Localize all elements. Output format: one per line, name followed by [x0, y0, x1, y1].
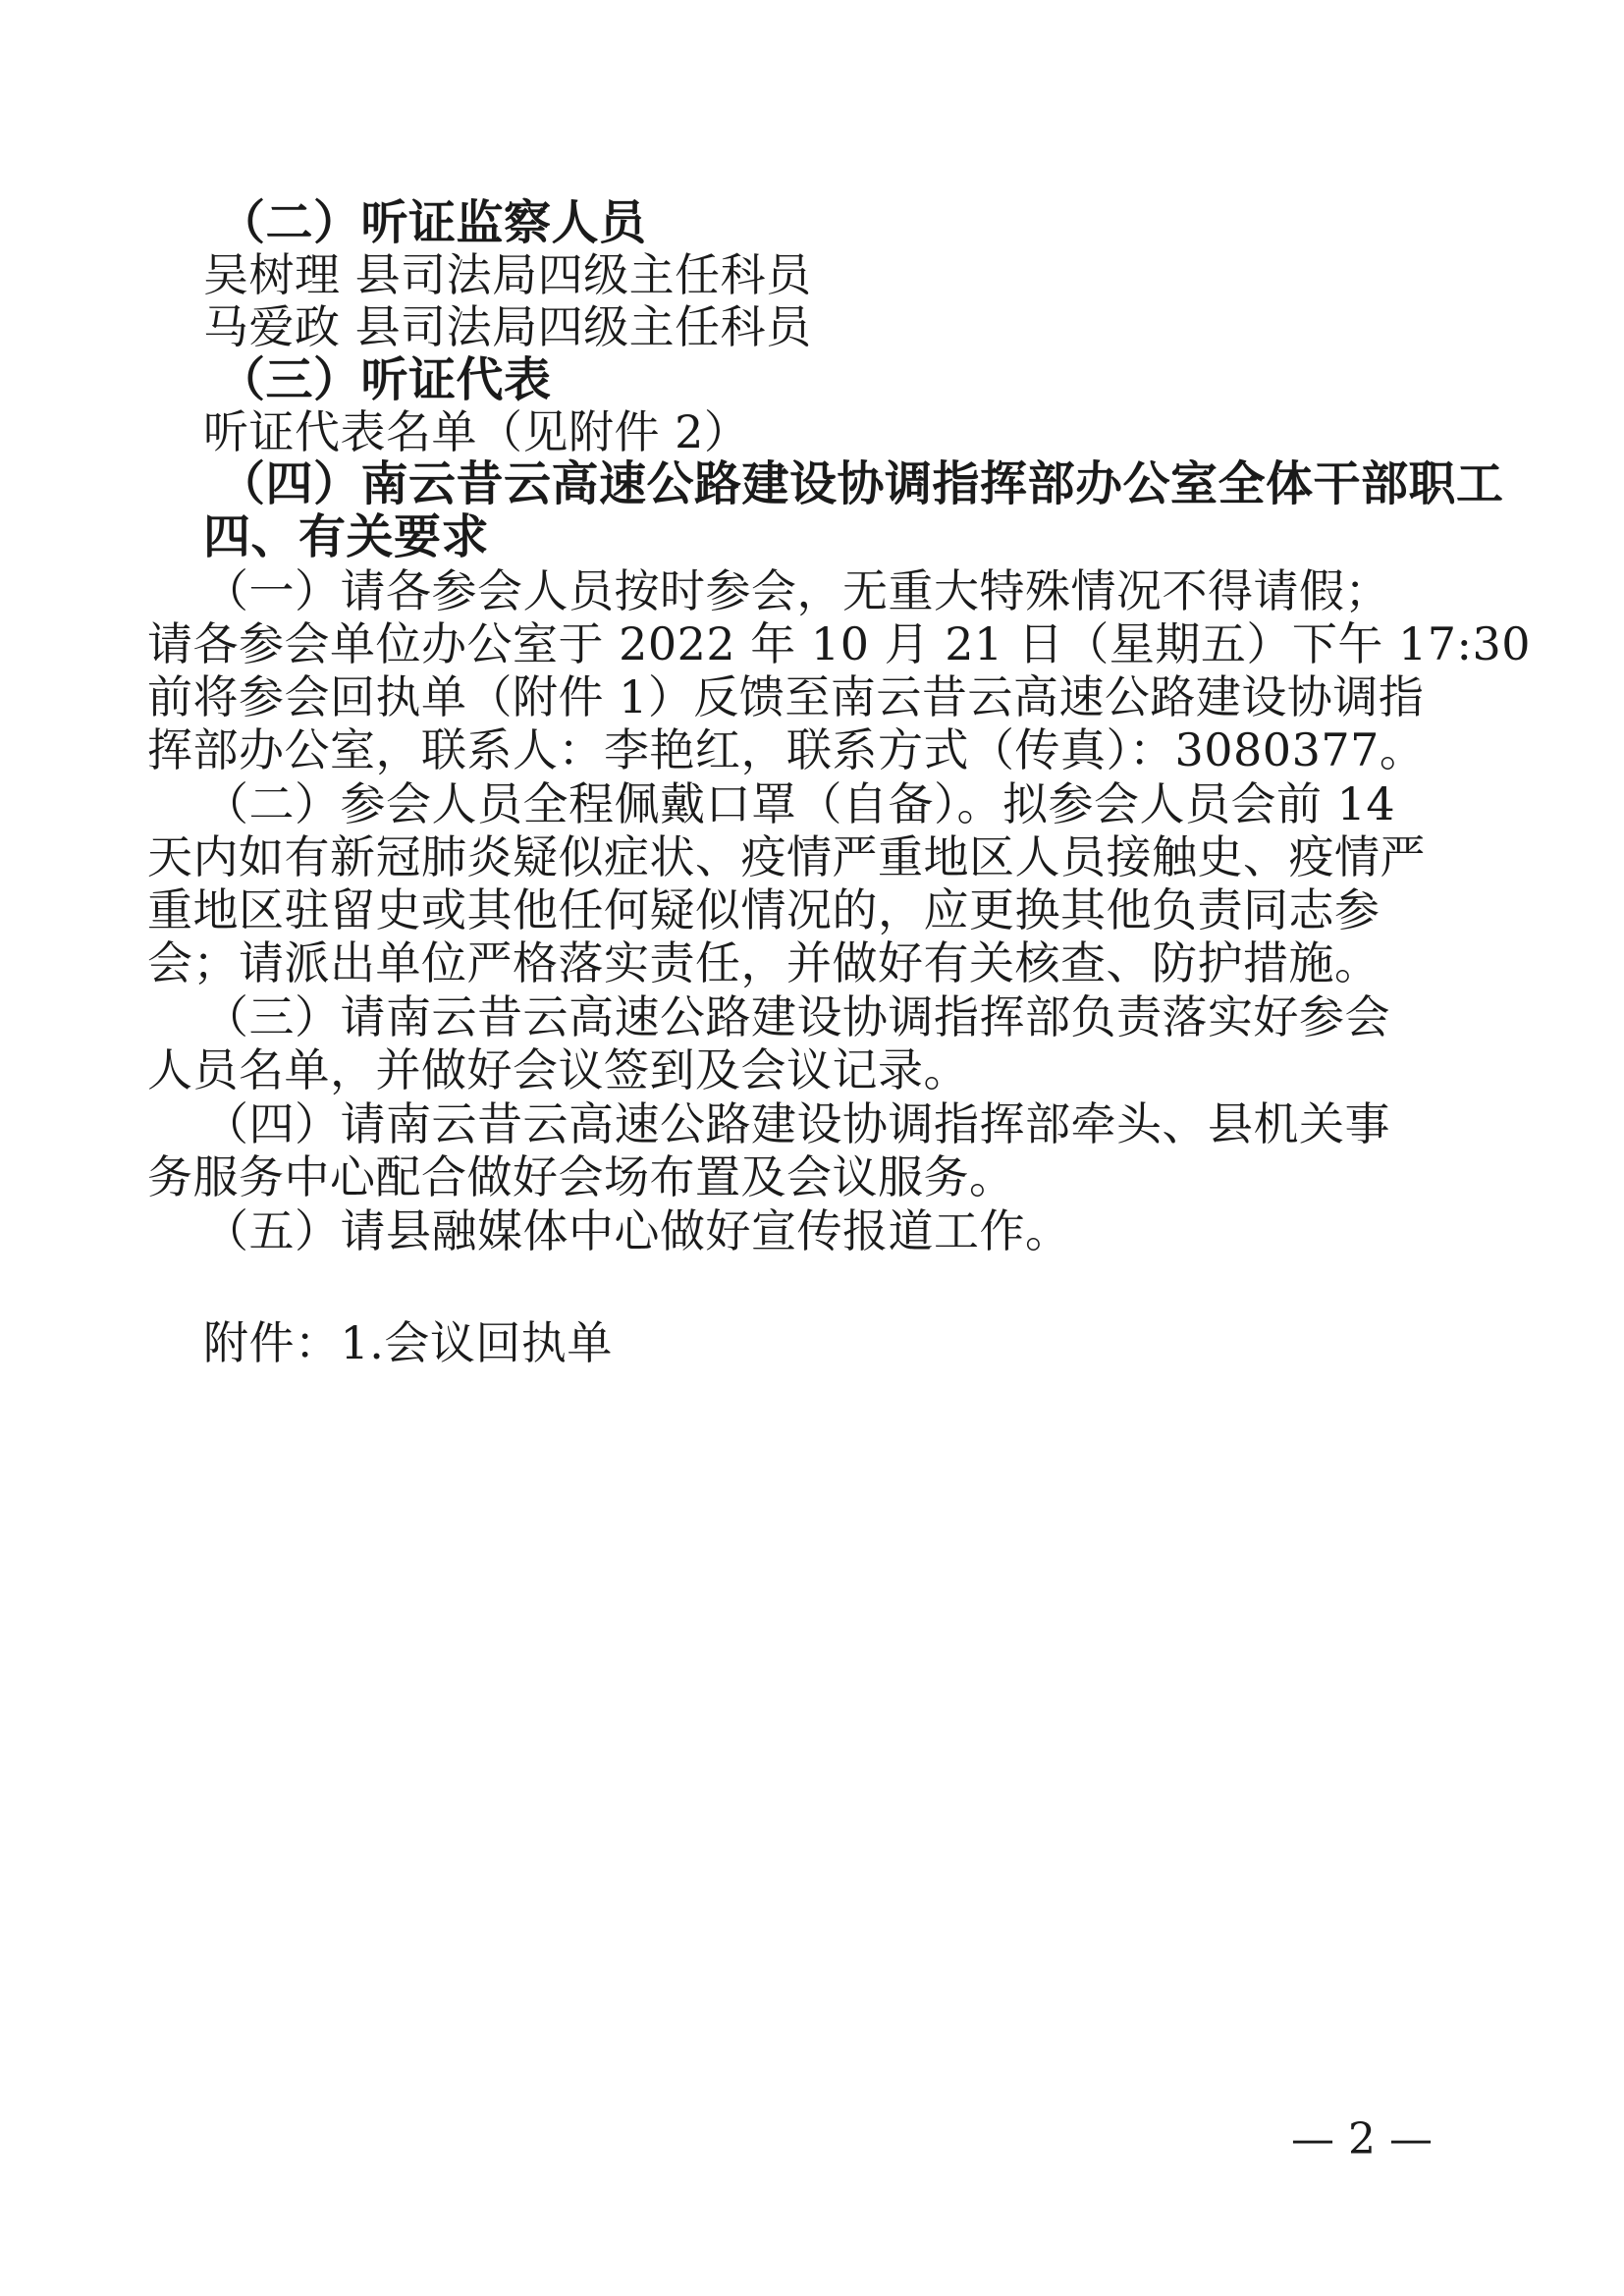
requirement-line: （三）请南云昔云高速公路建设协调指挥部负责落实好参会	[203, 990, 1390, 1043]
subsection-title-supervisors: （二）听证监察人员	[218, 195, 647, 250]
requirement-line: 务服务中心配合做好会场布置及会议服务。	[147, 1150, 1015, 1203]
requirement-line: （二）参会人员全程佩戴口罩（自备）。拟参会人员会前 14	[203, 777, 1396, 830]
subsection-title-staff: （四）南云昔云高速公路建设协调指挥部办公室全体干部职工	[218, 456, 1504, 511]
supervisor-line: 马爱政 县司法局四级主任科员	[203, 300, 812, 353]
attachment-line: 附件：1.会议回执单	[203, 1316, 613, 1369]
requirement-line: 天内如有新冠肺炎疑似症状、疫情严重地区人员接触史、疫情严	[147, 830, 1426, 883]
requirement-line: 挥部办公室，联系人：李艳红，联系方式（传真）：3080377。	[147, 723, 1426, 776]
requirement-line: 请各参会单位办公室于 2022 年 10 月 21 日（星期五）下午 17:30	[147, 617, 1532, 670]
supervisor-line: 吴树理 县司法局四级主任科员	[203, 248, 812, 301]
requirement-line: 人员名单，并做好会议签到及会议记录。	[147, 1043, 969, 1096]
requirement-line: 重地区驻留史或其他任何疑似情况的，应更换其他负责同志参	[147, 883, 1380, 936]
subsection-title-representatives: （三）听证代表	[218, 352, 552, 407]
requirement-line: 会；请派出单位严格落实责任，并做好有关核查、防护措施。	[147, 936, 1380, 989]
requirement-line: 前将参会回执单（附件 1）反馈至南云昔云高速公路建设协调指	[147, 670, 1425, 723]
requirement-line: （五）请县融媒体中心做好宣传报道工作。	[203, 1204, 1071, 1257]
section-title-requirements: 四、有关要求	[203, 509, 490, 564]
page-number: — 2 —	[1291, 2114, 1433, 2164]
requirement-line: （一）请各参会人员按时参会，无重大特殊情况不得请假；	[203, 564, 1390, 617]
requirement-line: （四）请南云昔云高速公路建设协调指挥部牵头、县机关事	[203, 1097, 1390, 1150]
representatives-note: 听证代表名单（见附件 2）	[203, 405, 750, 458]
